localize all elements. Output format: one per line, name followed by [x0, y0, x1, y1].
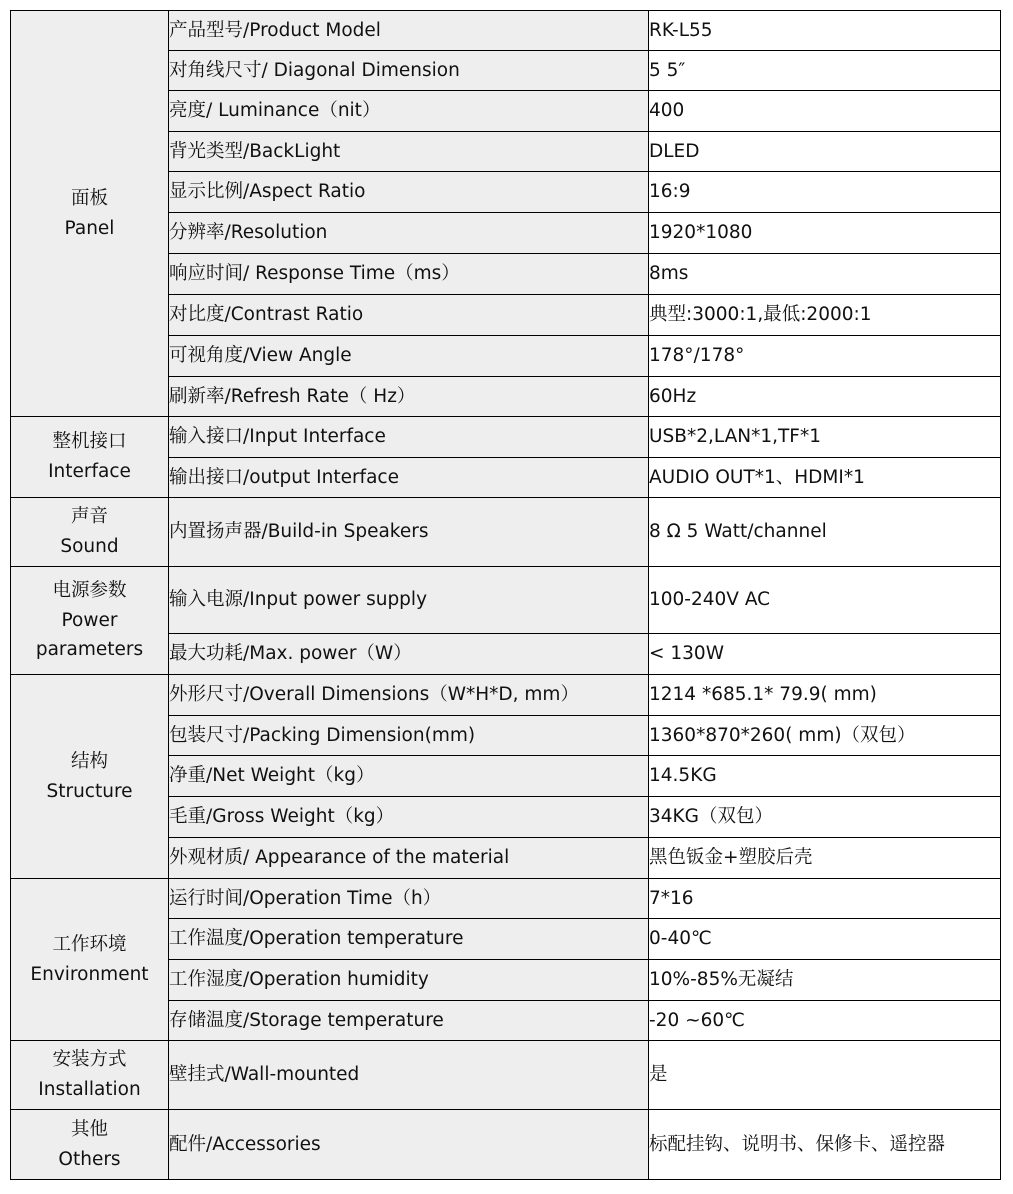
- attribute-label: 毛重/Gross Weight（kg）: [169, 797, 649, 838]
- attribute-label: 外观材质/ Appearance of the material: [169, 838, 649, 879]
- attribute-value: 8 Ω 5 Watt/channel: [649, 498, 1001, 567]
- spec-row: [11, 675, 1001, 716]
- spec-row: [11, 1110, 1001, 1180]
- attribute-value: 标配挂钩、说明书、保修卡、遥控器: [649, 1110, 1001, 1180]
- attribute-label: 净重/Net Weight（kg）: [169, 756, 649, 797]
- attribute-label: 内置扬声器/Build-in Speakers: [169, 498, 649, 567]
- category-label-zh: 工作环境: [52, 933, 127, 955]
- attribute-label: 输入电源/Input power supply: [169, 567, 649, 634]
- attribute-label: 包装尺寸/Packing Dimension(mm): [169, 716, 649, 756]
- attribute-label: 工作湿度/Operation humidity: [169, 960, 649, 1001]
- category-label-zh: 电源参数: [52, 580, 127, 602]
- attribute-value: AUDIO OUT*1、HDMI*1: [649, 458, 1001, 498]
- category-cell: [11, 879, 169, 1041]
- attribute-label: 响应时间/ Response Time（ms）: [169, 254, 649, 295]
- attribute-label: 输出接口/output Interface: [169, 458, 649, 498]
- category-cell: [11, 417, 169, 498]
- spec-row: [11, 498, 1001, 567]
- attribute-value: 178°/178°: [649, 336, 1001, 377]
- attribute-value: 60Hz: [649, 377, 1001, 417]
- attribute-value: 16:9: [649, 172, 1001, 213]
- category-label-zh: 安装方式: [52, 1049, 127, 1071]
- category-label-en: Others: [58, 1148, 121, 1170]
- attribute-label: 刷新率/Refresh Rate（ Hz）: [169, 377, 649, 417]
- attribute-label: 存储温度/Storage temperature: [169, 1001, 649, 1041]
- category-label-en: Sound: [60, 536, 119, 557]
- attribute-value: 10%-85%无凝结: [649, 960, 1001, 1001]
- category-label-en: Panel: [64, 217, 115, 239]
- attribute-label: 配件/Accessories: [169, 1110, 649, 1180]
- attribute-value: RK-L55: [649, 11, 1001, 51]
- category-label-en: Structure: [46, 780, 133, 802]
- attribute-label: 分辨率/Resolution: [169, 213, 649, 254]
- attribute-value: 典型:3000:1,最低:2000:1: [649, 295, 1001, 336]
- attribute-label: 壁挂式/Wall-mounted: [169, 1041, 649, 1110]
- attribute-value: 5 5″: [649, 51, 1001, 91]
- spec-table: [10, 10, 1001, 1180]
- attribute-label: 最大功耗/Max. power（W）: [169, 634, 649, 675]
- attribute-label: 显示比例/Aspect Ratio: [169, 172, 649, 213]
- attribute-value: 1214 *685.1* 79.9( mm): [649, 675, 1001, 716]
- spec-table-body: [11, 11, 1001, 1180]
- attribute-value: 400: [649, 91, 1001, 132]
- category-cell: [11, 1110, 169, 1180]
- spec-row: [11, 417, 1001, 458]
- attribute-value: 1920*1080: [649, 213, 1001, 254]
- spec-row: [11, 567, 1001, 634]
- attribute-value: 34KG（双包）: [649, 797, 1001, 838]
- category-cell: [11, 1041, 169, 1110]
- attribute-label: 亮度/ Luminance（nit）: [169, 91, 649, 132]
- attribute-value: 100-240V AC: [649, 567, 1001, 634]
- attribute-label: 可视角度/View Angle: [169, 336, 649, 377]
- attribute-label: 背光类型/BackLight: [169, 132, 649, 172]
- category-label-zh: 结构: [70, 750, 108, 772]
- category-label-zh: 面板: [70, 187, 108, 209]
- attribute-label: 运行时间/Operation Time（h）: [169, 879, 649, 919]
- attribute-value: < 130W: [649, 634, 1001, 675]
- category-cell: [11, 567, 169, 675]
- attribute-value: 是: [649, 1041, 1001, 1110]
- attribute-value: 1360*870*260( mm)（双包）: [649, 716, 1001, 756]
- attribute-value: USB*2,LAN*1,TF*1: [649, 417, 1001, 458]
- spec-row: [11, 879, 1001, 919]
- category-label-en: Interface: [48, 461, 131, 482]
- attribute-value: 7*16: [649, 879, 1001, 919]
- attribute-value: 0-40℃: [649, 919, 1001, 960]
- attribute-value: 黑色钣金+塑胶后壳: [649, 838, 1001, 879]
- attribute-label: 对比度/Contrast Ratio: [169, 295, 649, 336]
- category-label-en: Power parameters: [35, 609, 144, 661]
- attribute-value: 8ms: [649, 254, 1001, 295]
- attribute-label: 工作温度/Operation temperature: [169, 919, 649, 960]
- category-cell: [11, 498, 169, 567]
- attribute-label: 输入接口/Input Interface: [169, 417, 649, 458]
- attribute-value: -20 ~60℃: [649, 1001, 1001, 1041]
- category-label-en: Installation: [38, 1079, 141, 1100]
- attribute-label: 对角线尺寸/ Diagonal Dimension: [169, 51, 649, 91]
- category-cell: [11, 675, 169, 879]
- attribute-value: DLED: [649, 132, 1001, 172]
- category-label-en: Environment: [30, 963, 149, 985]
- attribute-label: 外形尺寸/Overall Dimensions（W*H*D, mm）: [169, 675, 649, 716]
- category-label-zh: 整机接口: [52, 431, 127, 453]
- category-label-zh: 声音: [70, 506, 108, 528]
- category-label-zh: 其他: [70, 1118, 108, 1140]
- spec-row: [11, 1041, 1001, 1110]
- attribute-label: 产品型号/Product Model: [169, 11, 649, 51]
- attribute-value: 14.5KG: [649, 756, 1001, 797]
- category-cell: [11, 11, 169, 417]
- spec-row: [11, 11, 1001, 51]
